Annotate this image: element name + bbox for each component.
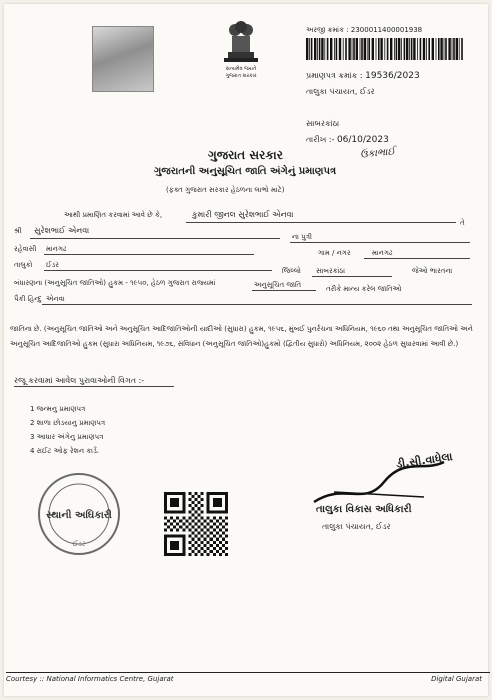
barcode-bar <box>445 38 447 60</box>
barcode-bar <box>428 38 430 60</box>
qr-module <box>164 529 167 532</box>
qr-module <box>219 541 222 544</box>
qr-module <box>167 519 170 522</box>
qr-module <box>198 544 201 547</box>
qr-module <box>176 522 179 525</box>
qr-module <box>198 519 201 522</box>
barcode-bar <box>345 38 347 60</box>
qr-module <box>194 492 197 495</box>
qr-module <box>207 535 210 538</box>
caste-category: અનુસૂચિત જાતિ <box>254 281 302 289</box>
issuing-district: સાબરકાંઠા <box>306 119 340 128</box>
qr-module <box>164 553 185 556</box>
barcode-bar <box>336 38 338 60</box>
qr-module <box>191 507 194 510</box>
qr-module <box>204 550 207 553</box>
qr-module <box>188 516 191 519</box>
qr-module <box>188 529 191 532</box>
qr-module <box>213 553 216 556</box>
government-title: ગુજરાત સરકાર <box>208 148 283 162</box>
barcode-bar <box>426 38 427 60</box>
village-label: ગામ / નગર <box>318 249 351 257</box>
qr-module <box>207 553 210 556</box>
issuing-office: તાલુકા પંચાયત, ઈડર <box>306 87 375 96</box>
qr-module <box>185 526 188 529</box>
qr-module <box>198 501 201 504</box>
list-item: 3 આધાર અંગેનુ પ્રમાણપત્ર <box>30 433 104 441</box>
documents-heading: રજૂ કરવામાં આવેલ પુરાવાઓની વિગત :- <box>14 376 145 385</box>
barcode-bar <box>378 38 380 60</box>
certificate-number-row <box>306 70 420 82</box>
qr-module <box>225 547 228 550</box>
qr-module <box>201 553 204 556</box>
qr-module <box>213 498 222 507</box>
footer-brand: Digital Gujarat <box>431 675 482 683</box>
caste-label: પૈકી હિન્દુ <box>14 295 42 303</box>
officer-office: તાલુકા પંચાયત, ઈડર <box>322 522 391 531</box>
state-text: જેઓ ભારતના <box>412 267 453 275</box>
footer <box>6 672 490 688</box>
certificate-subtitle: (ફક્ત ગુજરાત સરકાર હેઠળના લાભો માટે) <box>166 186 285 194</box>
qr-module <box>222 538 225 541</box>
barcode-bar <box>406 38 408 60</box>
qr-module <box>191 550 194 553</box>
qr-module <box>182 529 185 532</box>
qr-module <box>173 526 176 529</box>
qr-module <box>194 504 197 507</box>
qr-module <box>188 535 191 538</box>
list-item: 1 જન્મનુ પ્રમાણપત્ર <box>30 405 86 413</box>
qr-module <box>191 495 194 498</box>
qr-code-icon <box>164 492 228 556</box>
barcode-bar <box>398 38 400 60</box>
barcode-bar <box>390 38 392 60</box>
qr-module <box>194 529 197 532</box>
qr-module <box>164 510 185 513</box>
qr-module <box>219 535 222 538</box>
issue-date-label: તારીખ :- <box>306 135 335 144</box>
barcode-bar <box>453 38 455 60</box>
father-name: સુરેશભાઈ એનવા <box>34 226 90 235</box>
qr-module <box>194 547 197 550</box>
barcode-bar <box>440 38 442 60</box>
state-emblem-icon <box>214 16 268 66</box>
barcode-bar <box>404 38 406 60</box>
certificate-number-label: પ્રમાણપત્ર ક્રમાંક : <box>306 71 363 80</box>
qr-module <box>222 519 225 522</box>
signature-handwritten: ડી.સી.વાધેલા <box>395 450 454 471</box>
barcode-bar <box>459 38 460 60</box>
barcode-bar <box>356 38 358 60</box>
barcode-bar <box>327 38 329 60</box>
barcode-bar <box>438 38 440 60</box>
qr-module <box>225 535 228 538</box>
te-text: તે <box>460 219 465 227</box>
qr-module <box>213 535 216 538</box>
handwritten-note: ઉકાભાઈ <box>359 146 396 161</box>
qr-module <box>167 526 170 529</box>
barcode-bar <box>413 38 415 60</box>
recognized-text: તરીકે માન્ય કરેલ જાતિઓ <box>326 285 402 293</box>
barcode-bar <box>394 38 395 60</box>
qr-module <box>213 547 216 550</box>
barcode-bar <box>348 38 350 60</box>
qr-module <box>207 529 210 532</box>
qr-module <box>188 510 191 513</box>
qr-module <box>164 492 167 513</box>
barcode-bar <box>456 38 458 60</box>
qr-module <box>213 522 216 525</box>
qr-module <box>173 519 176 522</box>
emblem-caption-line1: સત્યમેવ જયતે <box>225 66 257 72</box>
qr-module <box>194 553 197 556</box>
qr-module <box>170 529 173 532</box>
barcode-bar <box>448 38 450 60</box>
barcode-bar <box>319 38 321 60</box>
barcode-bar <box>417 38 418 60</box>
barcode-bar <box>360 38 361 60</box>
taluka-label: તાલુકો <box>14 261 33 269</box>
qr-module <box>225 516 228 519</box>
barcode-bar <box>352 38 353 60</box>
qr-module <box>198 526 201 529</box>
qr-module <box>191 526 194 529</box>
stamp-center-text: સ્થાની અઘિકારી <box>46 510 112 521</box>
qr-module <box>201 504 204 507</box>
qr-module <box>201 541 204 544</box>
certificate-title: ગુજરાતની અનુસૂચિત જાતિ અંગેનું પ્રમાણપત્ર <box>154 166 337 177</box>
qr-module <box>216 550 219 553</box>
qr-module <box>213 541 216 544</box>
qr-module <box>198 495 201 498</box>
qr-module <box>207 492 228 495</box>
district-value: સાબરકાંઠા <box>316 267 346 275</box>
qr-module <box>219 529 222 532</box>
issue-date: 06/10/2023 <box>336 135 389 145</box>
qr-module <box>188 492 191 495</box>
barcode-bar <box>343 38 344 60</box>
qr-module <box>210 532 213 535</box>
qr-module <box>219 516 222 519</box>
barcode-bar <box>321 38 323 60</box>
qr-module <box>201 516 204 519</box>
qr-module <box>188 498 191 501</box>
barcode-bar <box>396 38 398 60</box>
qr-module <box>213 529 216 532</box>
certify-text: આથી પ્રમાણિત કરવામાં આવે છે કે, <box>64 211 163 219</box>
barcode-icon <box>306 38 466 60</box>
qr-module <box>210 538 213 541</box>
barcode-bar <box>368 38 370 60</box>
barcode-bar <box>423 38 425 60</box>
qr-module <box>204 538 207 541</box>
qr-module <box>198 538 201 541</box>
qr-module <box>164 492 185 495</box>
legal-paragraph: જાતિના છે. (અનુસૂચિત જાતિઓ અને અનુસૂચિત આદિજાતિઓની યાદીઓ (સુધારા) હુકમ, ૧૯૫૬, મુંબઈ પુનર્રચના અધિનિયમ, ૧૯૬૦ તથા અનુસૂચિત જાતિઓ અને અનુસૂચિત આદિજાતિઓ હુકમ (સુધારા અધિનિયમ, ૧૯૭૬, સંવિધાન (અનુસૂચિત જાતિઓ)હુકમો (દ્વિતીય સુધારો) અધિનિયમ, ૨૦૦૨ હેઠળ સુધારવામાં આવી છે.) <box>10 325 473 348</box>
barcode-bar <box>372 38 374 60</box>
qr-module <box>170 498 179 507</box>
qr-module <box>185 519 188 522</box>
qr-module <box>188 541 191 544</box>
caste-value: એનવા <box>46 295 65 303</box>
qr-module <box>201 510 204 513</box>
qr-module <box>170 516 173 519</box>
qr-module <box>210 544 213 547</box>
qr-module <box>179 526 182 529</box>
qr-module <box>204 532 207 535</box>
barcode-bar <box>330 38 332 60</box>
qr-module <box>188 553 191 556</box>
office-stamp-icon <box>34 470 124 558</box>
qr-module <box>201 522 204 525</box>
certificate-sheet <box>4 4 488 696</box>
certificate-number: 19536/2023 <box>365 71 420 81</box>
barcode-bar <box>384 38 385 60</box>
qr-module <box>207 510 228 513</box>
qr-module <box>210 519 213 522</box>
qr-module <box>198 513 201 516</box>
barcode-bar <box>420 38 422 60</box>
barcode-bar <box>444 38 445 60</box>
qr-module <box>207 547 210 550</box>
shri-label: શ્રી <box>14 227 22 235</box>
qr-module <box>225 553 228 556</box>
qr-module <box>198 550 201 553</box>
qr-module <box>182 492 185 513</box>
qr-module <box>204 519 207 522</box>
qr-module <box>198 532 201 535</box>
qr-module <box>176 516 179 519</box>
documents-list <box>30 402 105 458</box>
emblem-caption-line2: ગુજરાત સરકાર <box>225 73 257 79</box>
qr-module <box>191 538 194 541</box>
qr-module <box>222 550 225 553</box>
qr-module <box>188 522 191 525</box>
qr-module <box>194 535 197 538</box>
barcode-bar <box>401 38 402 60</box>
qr-module <box>219 547 222 550</box>
qr-module <box>198 507 201 510</box>
emblem-caption <box>209 66 273 80</box>
qr-module <box>170 541 179 550</box>
qr-module <box>194 541 197 544</box>
resident-value: માનગઢ <box>46 245 67 253</box>
qr-module <box>225 492 228 513</box>
application-number: અરજી ક્રમાંક : 2300011400001938 <box>306 26 423 34</box>
qr-module <box>164 516 167 519</box>
resident-label: રહેવાસી <box>14 245 37 253</box>
qr-module <box>191 513 194 516</box>
footer-courtesy: Courtesy :: National Informatics Centre, Gujarat <box>6 675 174 683</box>
qr-module <box>204 526 207 529</box>
issue-date-row <box>306 134 389 146</box>
barcode-bar <box>353 38 355 60</box>
qr-module <box>201 535 204 538</box>
barcode-bar <box>436 38 437 60</box>
barcode-bar <box>314 38 316 60</box>
qr-module <box>207 541 210 544</box>
qr-module <box>225 529 228 532</box>
list-item: 2 શાળા છોડયાનુ પ્રમાણપત્ર <box>30 419 106 427</box>
barcode-bar <box>387 38 389 60</box>
barcode-bar <box>306 38 308 60</box>
barcode-bar <box>309 38 310 60</box>
qr-module <box>191 544 194 547</box>
qr-module <box>225 541 228 544</box>
barcode-bar <box>361 38 363 60</box>
qr-module <box>182 522 185 525</box>
stamp-ring-text: ઈડર <box>72 540 86 548</box>
barcode-bar <box>380 38 382 60</box>
barcode-bar <box>452 38 453 60</box>
qr-module <box>222 544 225 547</box>
barcode-bar <box>317 38 318 60</box>
barcode-bar <box>461 38 463 60</box>
qr-module <box>216 526 219 529</box>
officer-title: તાલુકા વિકાસ અધિકારી <box>316 504 412 515</box>
barcode-bar <box>432 38 434 60</box>
qr-module <box>176 529 179 532</box>
qr-module <box>194 510 197 513</box>
qr-module <box>179 519 182 522</box>
qr-module <box>207 522 210 525</box>
qr-module <box>201 492 204 495</box>
qr-module <box>170 522 173 525</box>
barcode-bar <box>334 38 335 60</box>
barcode-bar <box>324 38 325 60</box>
qr-module <box>201 547 204 550</box>
qr-module <box>210 526 213 529</box>
qr-module <box>194 522 197 525</box>
qr-module <box>219 522 222 525</box>
qr-module <box>216 544 219 547</box>
qr-module <box>194 498 197 501</box>
daughter-of-text: ના પુત્રી <box>292 233 313 241</box>
qr-module <box>191 519 194 522</box>
barcode-bar <box>367 38 368 60</box>
qr-module <box>225 522 228 525</box>
qr-module <box>191 532 194 535</box>
qr-module <box>222 532 225 535</box>
barcode-bar <box>409 38 410 60</box>
barcode-bar <box>339 38 341 60</box>
qr-module <box>207 492 210 513</box>
qr-module <box>188 547 191 550</box>
taluka-value: ઈડર <box>46 261 59 269</box>
qr-module <box>164 522 167 525</box>
qr-module <box>207 516 210 519</box>
qr-module <box>201 529 204 532</box>
qr-module <box>204 544 207 547</box>
qr-module <box>222 526 225 529</box>
barcode-bar <box>311 38 313 60</box>
qr-module <box>182 535 185 556</box>
qr-module <box>191 501 194 504</box>
qr-module <box>164 535 167 556</box>
barcode-bar <box>411 38 413 60</box>
qr-module <box>210 550 213 553</box>
qr-module <box>216 538 219 541</box>
order-text: બંધારણના (અનુસૂચિત જાતિઓ) હુકમ - ૧૯૫૦, હેઠળ ગુજરાત રાજ્યમાં <box>14 279 216 287</box>
barcode-bar <box>364 38 366 60</box>
qr-module <box>213 516 216 519</box>
qr-module <box>182 516 185 519</box>
village-value: માનગઢ <box>372 249 393 257</box>
qr-module <box>194 516 197 519</box>
applicant-photo <box>92 26 154 92</box>
qr-module <box>216 532 219 535</box>
applicant-name: કુમારી જીનલ સુરેશભાઈ એનવા <box>192 210 294 219</box>
list-item: 4 રાઈટ ઓફ રેશન કાર્ડ. <box>30 447 100 455</box>
qr-module <box>219 553 222 556</box>
qr-module <box>216 519 219 522</box>
qr-module <box>164 535 185 538</box>
barcode-bar <box>376 38 377 60</box>
qr-module <box>201 498 204 501</box>
district-label: જિલ્લો <box>282 267 301 275</box>
qr-module <box>188 504 191 507</box>
